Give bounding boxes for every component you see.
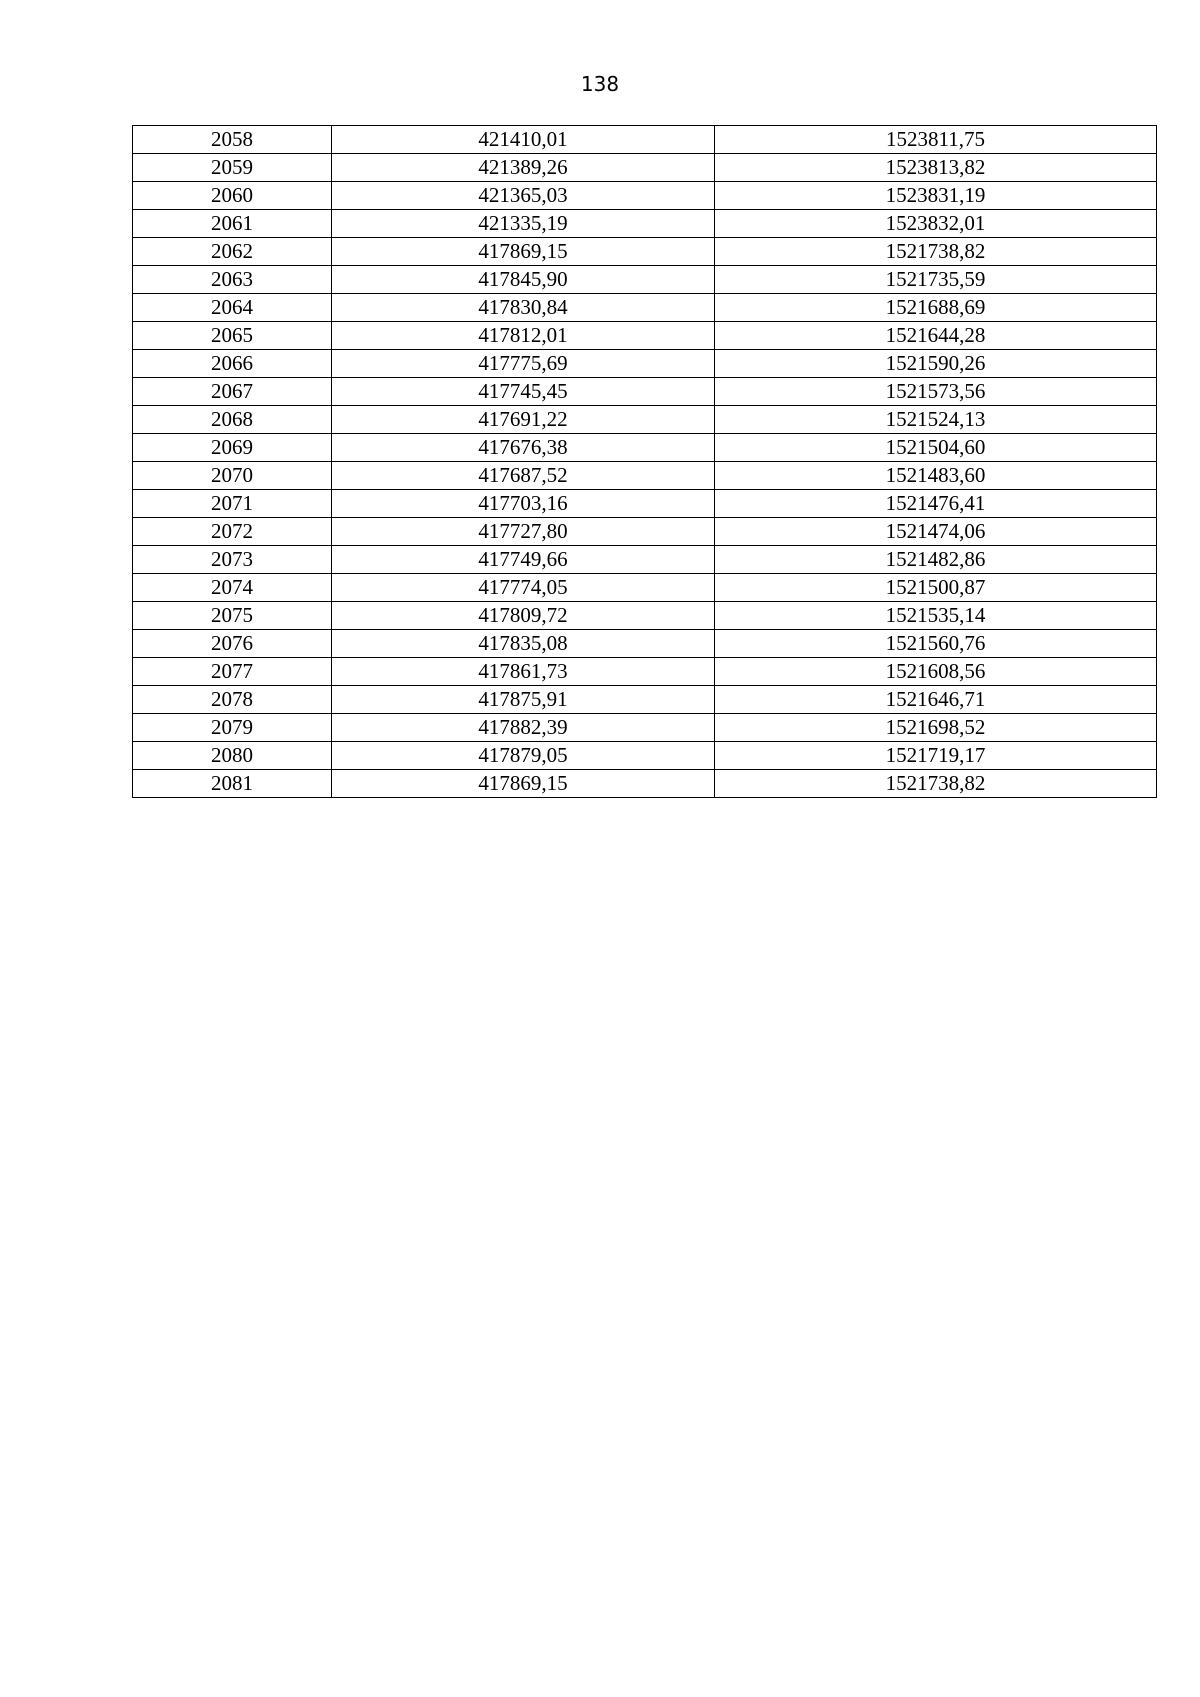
point-number-cell: 2058 [133, 126, 332, 154]
point-number-cell: 2080 [133, 742, 332, 770]
point-number-cell: 2076 [133, 630, 332, 658]
point-number-cell: 2065 [133, 322, 332, 350]
x-coordinate-cell: 417830,84 [332, 294, 715, 322]
table-row [133, 238, 1157, 266]
table-row [133, 378, 1157, 406]
y-coordinate-cell: 1523831,19 [715, 182, 1157, 210]
y-coordinate-cell: 1521608,56 [715, 658, 1157, 686]
table-row [133, 714, 1157, 742]
x-coordinate-cell: 417745,45 [332, 378, 715, 406]
table-row [133, 742, 1157, 770]
x-coordinate-cell: 417861,73 [332, 658, 715, 686]
coordinates-table [132, 125, 1157, 798]
x-coordinate-cell: 417727,80 [332, 518, 715, 546]
point-number-cell: 2074 [133, 574, 332, 602]
y-coordinate-cell: 1521500,87 [715, 574, 1157, 602]
x-coordinate-cell: 417869,15 [332, 770, 715, 798]
table-row [133, 462, 1157, 490]
x-coordinate-cell: 421410,01 [332, 126, 715, 154]
table-row [133, 154, 1157, 182]
table-row [133, 630, 1157, 658]
table-row [133, 546, 1157, 574]
y-coordinate-cell: 1521719,17 [715, 742, 1157, 770]
table-row [133, 294, 1157, 322]
y-coordinate-cell: 1521735,59 [715, 266, 1157, 294]
point-number-cell: 2068 [133, 406, 332, 434]
y-coordinate-cell: 1521738,82 [715, 238, 1157, 266]
x-coordinate-cell: 417835,08 [332, 630, 715, 658]
y-coordinate-cell: 1521646,71 [715, 686, 1157, 714]
table-row [133, 574, 1157, 602]
x-coordinate-cell: 417775,69 [332, 350, 715, 378]
table-row [133, 686, 1157, 714]
x-coordinate-cell: 417687,52 [332, 462, 715, 490]
y-coordinate-cell: 1521476,41 [715, 490, 1157, 518]
y-coordinate-cell: 1521573,56 [715, 378, 1157, 406]
point-number-cell: 2073 [133, 546, 332, 574]
table-row [133, 322, 1157, 350]
y-coordinate-cell: 1521482,86 [715, 546, 1157, 574]
y-coordinate-cell: 1521535,14 [715, 602, 1157, 630]
x-coordinate-cell: 417879,05 [332, 742, 715, 770]
y-coordinate-cell: 1521644,28 [715, 322, 1157, 350]
x-coordinate-cell: 421365,03 [332, 182, 715, 210]
table-row [133, 490, 1157, 518]
table-row [133, 770, 1157, 798]
point-number-cell: 2062 [133, 238, 332, 266]
point-number-cell: 2061 [133, 210, 332, 238]
table-row [133, 406, 1157, 434]
x-coordinate-cell: 417845,90 [332, 266, 715, 294]
table-row [133, 182, 1157, 210]
x-coordinate-cell: 417676,38 [332, 434, 715, 462]
x-coordinate-cell: 417691,22 [332, 406, 715, 434]
x-coordinate-cell: 421335,19 [332, 210, 715, 238]
point-number-cell: 2067 [133, 378, 332, 406]
y-coordinate-cell: 1521688,69 [715, 294, 1157, 322]
point-number-cell: 2081 [133, 770, 332, 798]
point-number-cell: 2078 [133, 686, 332, 714]
x-coordinate-cell: 417809,72 [332, 602, 715, 630]
y-coordinate-cell: 1521483,60 [715, 462, 1157, 490]
point-number-cell: 2070 [133, 462, 332, 490]
page-number: 138 [580, 72, 620, 96]
point-number-cell: 2063 [133, 266, 332, 294]
table-row [133, 602, 1157, 630]
point-number-cell: 2069 [133, 434, 332, 462]
x-coordinate-cell: 417875,91 [332, 686, 715, 714]
table-row [133, 518, 1157, 546]
y-coordinate-cell: 1523832,01 [715, 210, 1157, 238]
y-coordinate-cell: 1521738,82 [715, 770, 1157, 798]
point-number-cell: 2079 [133, 714, 332, 742]
point-number-cell: 2075 [133, 602, 332, 630]
table-row [133, 434, 1157, 462]
x-coordinate-cell: 417869,15 [332, 238, 715, 266]
table-row [133, 266, 1157, 294]
point-number-cell: 2072 [133, 518, 332, 546]
point-number-cell: 2064 [133, 294, 332, 322]
point-number-cell: 2077 [133, 658, 332, 686]
y-coordinate-cell: 1521560,76 [715, 630, 1157, 658]
y-coordinate-cell: 1521504,60 [715, 434, 1157, 462]
coordinates-table-body [133, 126, 1157, 798]
x-coordinate-cell: 417703,16 [332, 490, 715, 518]
x-coordinate-cell: 421389,26 [332, 154, 715, 182]
point-number-cell: 2060 [133, 182, 332, 210]
y-coordinate-cell: 1521698,52 [715, 714, 1157, 742]
table-row [133, 126, 1157, 154]
x-coordinate-cell: 417812,01 [332, 322, 715, 350]
point-number-cell: 2059 [133, 154, 332, 182]
x-coordinate-cell: 417774,05 [332, 574, 715, 602]
table-row [133, 350, 1157, 378]
y-coordinate-cell: 1523811,75 [715, 126, 1157, 154]
x-coordinate-cell: 417882,39 [332, 714, 715, 742]
table-row [133, 210, 1157, 238]
y-coordinate-cell: 1521590,26 [715, 350, 1157, 378]
x-coordinate-cell: 417749,66 [332, 546, 715, 574]
point-number-cell: 2066 [133, 350, 332, 378]
y-coordinate-cell: 1521524,13 [715, 406, 1157, 434]
point-number-cell: 2071 [133, 490, 332, 518]
y-coordinate-cell: 1523813,82 [715, 154, 1157, 182]
y-coordinate-cell: 1521474,06 [715, 518, 1157, 546]
table-row [133, 658, 1157, 686]
